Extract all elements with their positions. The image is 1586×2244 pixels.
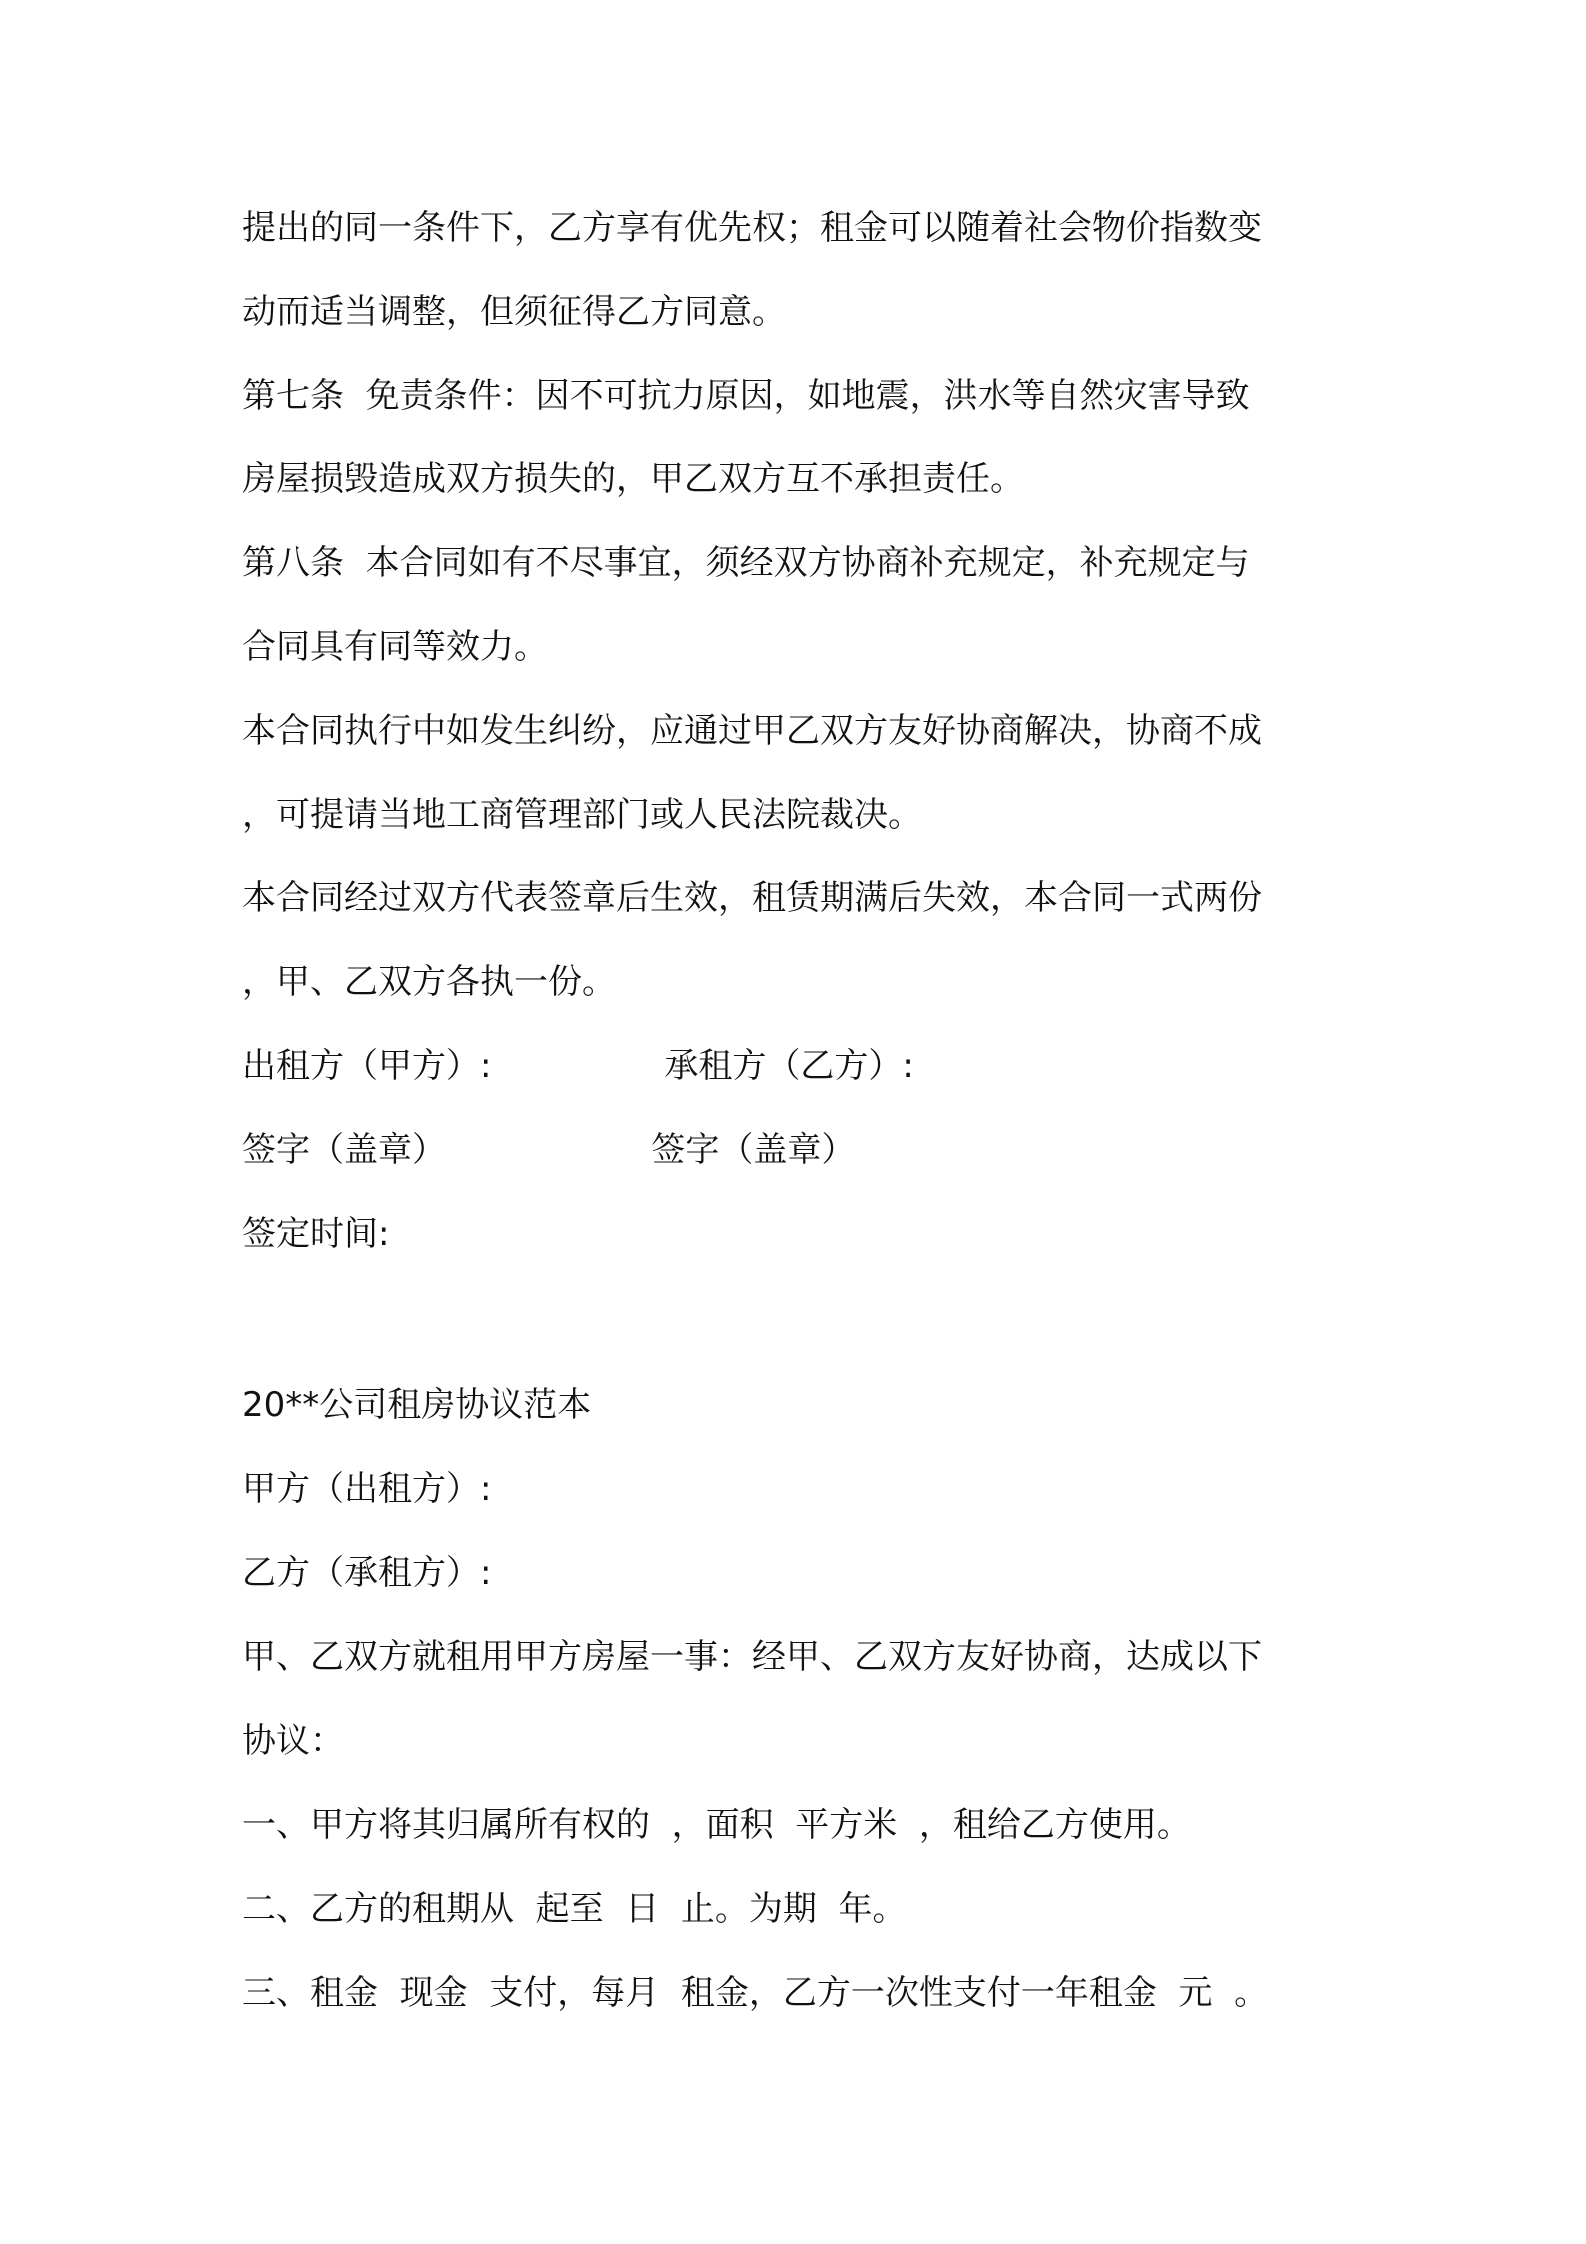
text-line-5: 第八条 本合同如有不尽事宜，须经双方协商补充规定，补充规定与 xyxy=(242,543,1250,583)
clause-two: 二、乙方的租期从 起至 日 止。为期 年。 xyxy=(242,1889,907,1929)
party-a: 甲方（出租方）: xyxy=(242,1469,492,1509)
text-line-10: ，甲、乙双方各执一份。 xyxy=(242,962,616,1002)
agreement-intro-1: 甲、乙双方就租用甲方房屋一事：经甲、乙双方友好协商，达成以下 xyxy=(242,1637,1262,1677)
text-line-2: 动而适当调整，但须征得乙方同意。 xyxy=(242,292,786,332)
party-b: 乙方（承租方）: xyxy=(242,1553,492,1593)
signature-stamp: 签字（盖章） 签字（盖章） xyxy=(242,1130,856,1170)
text-line-4: 房屋损毁造成双方损失的，甲乙双方互不承担责任。 xyxy=(242,459,1024,499)
signing-date: 签定时间: xyxy=(242,1214,390,1254)
text-line-8: ，可提请当地工商管理部门或人民法院裁决。 xyxy=(242,795,922,835)
clause-three: 三、租金 现金 支付，每月 租金，乙方一次性支付一年租金 元 。 xyxy=(242,1973,1269,2013)
agreement-intro-2: 协议： xyxy=(242,1721,344,1761)
text-line-1: 提出的同一条件下，乙方享有优先权；租金可以随着社会物价指数变 xyxy=(242,208,1262,248)
text-line-6: 合同具有同等效力。 xyxy=(242,627,548,667)
text-line-3: 第七条 免责条件：因不可抗力原因，如地震，洪水等自然灾害导致 xyxy=(242,376,1250,416)
signature-parties: 出租方（甲方）: 承租方（乙方）: xyxy=(242,1046,914,1086)
text-line-9: 本合同经过双方代表签章后生效，租赁期满后失效，本合同一式两份 xyxy=(242,878,1262,918)
clause-one: 一、甲方将其归属所有权的 ，面积 平方米 ，租给乙方使用。 xyxy=(242,1805,1191,1845)
agreement-title: 20**公司租房协议范本 xyxy=(242,1385,592,1425)
text-line-7: 本合同执行中如发生纠纷，应通过甲乙双方友好协商解决，协商不成 xyxy=(242,711,1262,751)
